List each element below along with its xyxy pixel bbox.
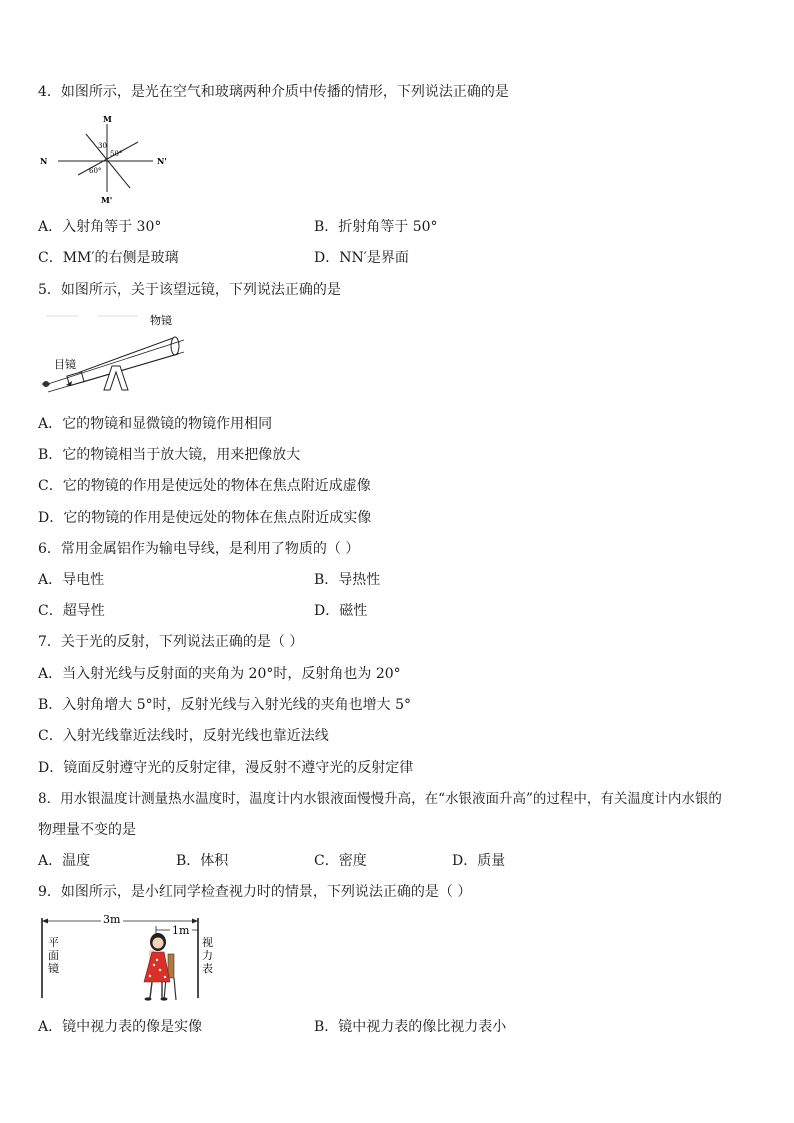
label-3m: 3m [103, 913, 121, 926]
q9-option-b: B．镜中视力表的像比视力表小 [314, 1019, 507, 1035]
q6-option-c: C．超导性 [38, 603, 105, 619]
mirror-label-1: 平 [48, 936, 59, 949]
girl-dress [144, 952, 170, 982]
q4-option-c: C．MM′的右侧是玻璃 [38, 250, 179, 266]
q7-option-c: C．入射光线靠近法线时，反射光线也靠近法线 [38, 728, 329, 744]
q8-option-a: A．温度 [38, 853, 91, 869]
girl-shoe [161, 997, 168, 1000]
q7-option-b: B．入射角增大 5°时，反射光线与入射光线的夹角也增大 5° [38, 697, 412, 713]
q4-refraction-diagram [38, 112, 188, 206]
label-n-prime: N' [157, 156, 167, 166]
chart-label-1: 视 [202, 936, 213, 949]
label-1m: 1m [172, 924, 190, 937]
chair-leg [174, 978, 176, 1000]
dress-dot [159, 969, 161, 971]
q5-option-d: D．它的物镜的作用是使远处的物体在焦点附近成实像 [38, 510, 372, 526]
q8-stem-line1: 8．用水银温度计测量热水温度时，温度计内水银液面慢慢升高，在“水银液面升高”的过程中，有关温度计内水银的 [38, 791, 722, 807]
ray-2 [78, 142, 138, 175]
girl-on-chair [144, 933, 176, 1001]
dress-dot [164, 976, 166, 978]
q4-stem: 4．如图所示，是光在空气和玻璃两种介质中传播的情形，下列说法正确的是 [38, 84, 509, 100]
chart-label-2: 力 [202, 949, 213, 962]
q8-stem-line2: 物理量不变的是 [38, 822, 136, 838]
q4-option-b: B．折射角等于 50° [314, 219, 438, 235]
q4-option-d: D．NN′是界面 [314, 250, 409, 266]
q7-option-a: A．当入射光线与反射面的夹角为 20°时，反射角也为 20° [38, 666, 401, 682]
q6-option-b: B．导热性 [314, 572, 381, 588]
chair-back [168, 954, 174, 978]
label-angle-60: 60° [89, 167, 102, 175]
dress-dot [149, 975, 151, 977]
label-m: M [103, 114, 112, 124]
dress-dot [153, 964, 155, 966]
girl-shoe [145, 997, 152, 1000]
label-m-prime: M' [101, 195, 113, 205]
q6-option-d: D．磁性 [314, 603, 368, 619]
girl-face [153, 938, 164, 949]
label-angle-50: 50° [110, 150, 123, 158]
q8-option-d: D．质量 [452, 853, 506, 869]
q7-option-d: D．镜面反射遵守光的反射定律，漫反射不遵守光的反射定律 [38, 760, 414, 776]
q8-option-b: B．体积 [176, 853, 229, 869]
q7-stem: 7．关于光的反射，下列说法正确的是（ ） [38, 634, 304, 650]
eye-icon [42, 381, 50, 387]
q4-option-a: A．入射角等于 30° [38, 219, 162, 235]
q9-stem: 9．如图所示，是小红同学检查视力时的情景，下列说法正确的是（ ） [38, 884, 472, 900]
arrow-3m-left [42, 919, 48, 924]
q5-option-a: A．它的物镜和显微镜的物镜作用相同 [38, 416, 273, 432]
q6-option-a: A．导电性 [38, 572, 105, 588]
objective-lens [171, 337, 179, 355]
label-angle-30: 30 [98, 142, 107, 150]
q5-option-b: B．它的物镜相当于放大镜，用来把像放大 [38, 447, 301, 463]
chart-label-3: 表 [202, 962, 213, 975]
q8-option-c: C．密度 [314, 853, 367, 869]
label-n: N [40, 156, 48, 166]
objective-label: 物镜 [150, 314, 172, 327]
telescope-tube [80, 338, 178, 382]
q9-eye-test-diagram [38, 910, 222, 1006]
eyepiece-label: 目镜 [54, 358, 76, 371]
q5-telescope-diagram [38, 310, 188, 402]
dress-dot [156, 959, 158, 961]
q9-option-a: A．镜中视力表的像是实像 [38, 1019, 203, 1035]
girl-leg [150, 982, 152, 998]
q6-stem: 6．常用金属铝作为输电导线，是利用了物质的（ ） [38, 541, 360, 557]
mirror-label-3: 镜 [48, 962, 59, 975]
mirror-label-2: 面 [48, 949, 59, 962]
arrow-3m-right [192, 919, 198, 924]
q5-stem: 5．如图所示，关于该望远镜，下列说法正确的是 [38, 282, 341, 298]
q5-option-c: C．它的物镜的作用是使远处的物体在焦点附近成虚像 [38, 478, 371, 494]
